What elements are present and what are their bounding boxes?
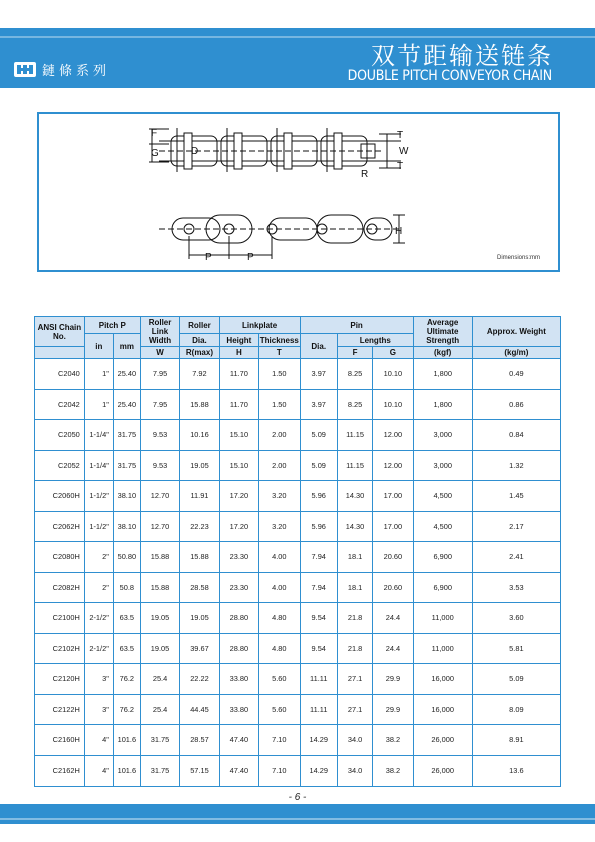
spec-table	[34, 316, 561, 787]
cell-weight: 8.09	[472, 694, 560, 725]
cell-strength: 16,000	[413, 664, 472, 695]
cell-pitch-in: 1"	[84, 389, 113, 420]
cell-link-width: 19.05	[140, 633, 179, 664]
cell-strength: 16,000	[413, 694, 472, 725]
cell-chain-no: C2162H	[35, 755, 85, 786]
cell-pin-length-f: 21.8	[337, 603, 372, 634]
cell-link-width: 7.95	[140, 359, 179, 390]
header-roller-link-width: Roller Link Width	[140, 317, 179, 347]
cell-pin-dia: 9.54	[300, 603, 337, 634]
cell-strength: 26,000	[413, 755, 472, 786]
label-t-bottom: T	[397, 161, 404, 172]
cell-chain-no: C2040	[35, 359, 85, 390]
cell-pitch-in: 2"	[84, 542, 113, 573]
cell-weight: 13.6	[472, 755, 560, 786]
cell-pin-dia: 3.97	[300, 389, 337, 420]
label-t-top: T	[397, 130, 404, 141]
cell-chain-no: C2102H	[35, 633, 85, 664]
cell-roller-dia: 57.15	[180, 755, 219, 786]
cell-pin-dia: 5.09	[300, 420, 337, 451]
cell-plate-height: 15.10	[219, 450, 258, 481]
label-p-second: P	[247, 252, 254, 263]
cell-roller-dia: 19.05	[180, 603, 219, 634]
label-h: H	[395, 226, 403, 237]
cell-weight: 1.45	[472, 481, 560, 512]
cell-chain-no: C2120H	[35, 664, 85, 695]
footer-band	[0, 804, 595, 824]
cell-weight: 8.91	[472, 725, 560, 756]
cell-plate-thickness: 2.00	[259, 420, 300, 451]
cell-link-width: 25.4	[140, 664, 179, 695]
cell-pin-dia: 7.94	[300, 542, 337, 573]
cell-pin-length-g: 29.9	[373, 694, 413, 725]
cell-pin-dia: 14.29	[300, 755, 337, 786]
table-row	[35, 603, 561, 634]
table-row	[35, 542, 561, 573]
cell-roller-dia: 11.91	[180, 481, 219, 512]
cell-weight: 3.53	[472, 572, 560, 603]
header-height: Height	[219, 334, 258, 347]
cell-pin-length-f: 34.0	[337, 725, 372, 756]
cell-pin-length-f: 18.1	[337, 542, 372, 573]
header-roller-link-width-sub: W	[140, 347, 179, 359]
cell-strength: 3,000	[413, 450, 472, 481]
cell-plate-thickness: 5.60	[259, 694, 300, 725]
cell-weight: 5.81	[472, 633, 560, 664]
cell-strength: 6,900	[413, 542, 472, 573]
header-thickness: Thickness	[259, 335, 299, 345]
cell-strength: 11,000	[413, 603, 472, 634]
cell-pin-length-g: 12.00	[373, 420, 413, 451]
cell-plate-thickness: 1.50	[259, 389, 300, 420]
table-row	[35, 572, 561, 603]
cell-plate-height: 23.30	[219, 572, 258, 603]
cell-plate-height: 47.40	[219, 725, 258, 756]
cell-plate-thickness: 5.60	[259, 664, 300, 695]
dimensions-note: Dimensions:mm	[496, 255, 540, 261]
cell-plate-height: 23.30	[219, 542, 258, 573]
cell-chain-no: C2050	[35, 420, 85, 451]
header-pin: Pin	[300, 317, 413, 334]
label-w: W	[399, 146, 409, 157]
header-strength-sub: (kgf)	[413, 347, 472, 359]
cell-weight: 3.60	[472, 603, 560, 634]
cell-weight: 0.49	[472, 359, 560, 390]
cell-pin-dia: 9.54	[300, 633, 337, 664]
series-label: 鏈條系列	[42, 64, 111, 79]
label-p-first: P	[205, 252, 212, 263]
cell-pitch-in: 3"	[84, 694, 113, 725]
cell-pitch-mm: 38.10	[113, 511, 140, 542]
cell-pin-length-g: 17.00	[373, 481, 413, 512]
cell-pitch-mm: 31.75	[113, 420, 140, 451]
cell-link-width: 31.75	[140, 755, 179, 786]
cell-plate-height: 33.80	[219, 694, 258, 725]
chain-drawing-panel	[37, 112, 560, 272]
cell-link-width: 12.70	[140, 481, 179, 512]
cell-pin-length-g: 10.10	[373, 389, 413, 420]
footer-accent-line	[0, 818, 595, 820]
cell-roller-dia: 22.22	[180, 664, 219, 695]
cell-pin-length-f: 14.30	[337, 481, 372, 512]
cell-weight: 1.32	[472, 450, 560, 481]
cell-pin-length-f: 14.30	[337, 511, 372, 542]
cell-plate-thickness: 4.00	[259, 542, 300, 573]
cell-pin-length-f: 8.25	[337, 389, 372, 420]
cell-plate-height: 11.70	[219, 389, 258, 420]
cell-pin-dia: 11.11	[300, 664, 337, 695]
cell-pitch-mm: 25.40	[113, 359, 140, 390]
cell-pin-length-f: 27.1	[337, 694, 372, 725]
cell-pitch-mm: 101.6	[113, 755, 140, 786]
cell-strength: 1,800	[413, 359, 472, 390]
cell-link-width: 15.88	[140, 572, 179, 603]
label-r: R	[361, 169, 369, 180]
cell-link-width: 31.75	[140, 725, 179, 756]
cell-roller-dia: 28.57	[180, 725, 219, 756]
cell-plate-height: 28.80	[219, 603, 258, 634]
cell-chain-no: C2160H	[35, 725, 85, 756]
cell-plate-height: 28.80	[219, 633, 258, 664]
cell-pitch-in: 1-1/4"	[84, 420, 113, 451]
cell-pitch-mm: 25.40	[113, 389, 140, 420]
cell-plate-height: 47.40	[219, 755, 258, 786]
cell-pitch-in: 4"	[84, 725, 113, 756]
header-linkplate: Linkplate	[219, 317, 300, 334]
spec-table-body	[35, 359, 561, 787]
cell-strength: 4,500	[413, 511, 472, 542]
cell-roller-dia: 19.05	[180, 450, 219, 481]
cell-pin-length-g: 24.4	[373, 603, 413, 634]
cell-weight: 5.09	[472, 664, 560, 695]
cell-pitch-in: 1"	[84, 359, 113, 390]
brand-logo-icon	[14, 62, 36, 77]
cell-roller-dia: 10.16	[180, 420, 219, 451]
table-row	[35, 359, 561, 390]
header-weight: Approx. Weight	[472, 317, 560, 347]
header-weight-sub: (kg/m)	[472, 347, 560, 359]
cell-pin-length-f: 27.1	[337, 664, 372, 695]
page-title-cn: 双节距输送链条	[371, 42, 553, 70]
cell-pitch-mm: 76.2	[113, 664, 140, 695]
cell-roller-dia: 22.23	[180, 511, 219, 542]
cell-pitch-mm: 50.8	[113, 572, 140, 603]
cell-strength: 4,500	[413, 481, 472, 512]
table-row	[35, 450, 561, 481]
header-roller-dia: Dia.	[180, 334, 219, 347]
cell-strength: 1,800	[413, 389, 472, 420]
table-row	[35, 633, 561, 664]
cell-link-width: 19.05	[140, 603, 179, 634]
header-len-f: F	[337, 347, 372, 359]
header-roller-dia-sub: R(max)	[180, 347, 219, 359]
cell-pin-length-g: 20.60	[373, 542, 413, 573]
cell-pin-length-g: 29.9	[373, 664, 413, 695]
cell-pitch-in: 1-1/4"	[84, 450, 113, 481]
page-title-en: DOUBLE PITCH CONVEYOR CHAIN	[347, 68, 552, 84]
table-row	[35, 389, 561, 420]
label-f: F	[151, 128, 158, 139]
cell-chain-no: C2122H	[35, 694, 85, 725]
cell-weight: 2.41	[472, 542, 560, 573]
cell-chain-no: C2060H	[35, 481, 85, 512]
cell-plate-thickness: 4.00	[259, 572, 300, 603]
header-lengths: Lengths	[337, 334, 413, 347]
cell-roller-dia: 39.67	[180, 633, 219, 664]
table-row	[35, 511, 561, 542]
cell-pitch-in: 2-1/2"	[84, 633, 113, 664]
cell-chain-no: C2052	[35, 450, 85, 481]
table-row	[35, 694, 561, 725]
header-thickness-sub: T	[259, 347, 300, 359]
cell-roller-dia: 15.88	[180, 542, 219, 573]
cell-pin-dia: 7.94	[300, 572, 337, 603]
header-pitch-mm: mm	[113, 334, 140, 359]
header-len-g: G	[373, 347, 413, 359]
cell-roller-dia: 44.45	[180, 694, 219, 725]
cell-strength: 6,900	[413, 572, 472, 603]
header-ansi: ANSI Chain No.	[35, 317, 85, 347]
cell-pin-dia: 5.96	[300, 511, 337, 542]
cell-plate-thickness: 4.80	[259, 603, 300, 634]
cell-pin-dia: 3.97	[300, 359, 337, 390]
cell-pin-length-f: 34.0	[337, 755, 372, 786]
cell-pin-length-f: 11.15	[337, 450, 372, 481]
brand	[14, 60, 110, 79]
header-pin-dia: Dia.	[300, 334, 337, 359]
spec-table-container	[34, 316, 561, 787]
cell-chain-no: C2080H	[35, 542, 85, 573]
cell-pitch-in: 2"	[84, 572, 113, 603]
cell-pin-dia: 11.11	[300, 694, 337, 725]
cell-pin-dia: 14.29	[300, 725, 337, 756]
cell-weight: 0.86	[472, 389, 560, 420]
cell-plate-thickness: 3.20	[259, 481, 300, 512]
cell-pitch-mm: 76.2	[113, 694, 140, 725]
table-row	[35, 725, 561, 756]
cell-pitch-mm: 101.6	[113, 725, 140, 756]
cell-roller-dia: 28.58	[180, 572, 219, 603]
cell-plate-thickness: 2.00	[259, 450, 300, 481]
cell-strength: 3,000	[413, 420, 472, 451]
header-strength: Average Ultimate Strength	[413, 317, 472, 347]
cell-plate-height: 11.70	[219, 359, 258, 390]
cell-pin-dia: 5.09	[300, 450, 337, 481]
cell-chain-no: C2062H	[35, 511, 85, 542]
header-ansi-spacer	[35, 347, 85, 359]
cell-weight: 2.17	[472, 511, 560, 542]
cell-roller-dia: 7.92	[180, 359, 219, 390]
cell-plate-thickness: 4.80	[259, 633, 300, 664]
cell-pin-length-g: 10.10	[373, 359, 413, 390]
cell-pitch-in: 1-1/2"	[84, 481, 113, 512]
cell-pin-dia: 5.96	[300, 481, 337, 512]
cell-pitch-in: 3"	[84, 664, 113, 695]
cell-chain-no: C2082H	[35, 572, 85, 603]
cell-link-width: 12.70	[140, 511, 179, 542]
cell-plate-height: 17.20	[219, 511, 258, 542]
cell-pitch-mm: 31.75	[113, 450, 140, 481]
label-d: D	[191, 146, 199, 157]
header-pitch-in: in	[84, 334, 113, 359]
cell-link-width: 15.88	[140, 542, 179, 573]
table-row	[35, 664, 561, 695]
cell-plate-thickness: 3.20	[259, 511, 300, 542]
cell-pin-length-g: 17.00	[373, 511, 413, 542]
cell-weight: 0.84	[472, 420, 560, 451]
cell-link-width: 25.4	[140, 694, 179, 725]
cell-pitch-mm: 50.80	[113, 542, 140, 573]
chain-diagram	[39, 114, 562, 274]
cell-plate-thickness: 7.10	[259, 755, 300, 786]
cell-strength: 26,000	[413, 725, 472, 756]
cell-pitch-in: 1-1/2"	[84, 511, 113, 542]
cell-pitch-mm: 38.10	[113, 481, 140, 512]
label-g: G	[151, 148, 159, 159]
cell-pin-length-f: 18.1	[337, 572, 372, 603]
cell-pin-length-f: 21.8	[337, 633, 372, 664]
cell-plate-thickness: 7.10	[259, 725, 300, 756]
cell-pin-length-f: 11.15	[337, 420, 372, 451]
cell-strength: 11,000	[413, 633, 472, 664]
cell-pitch-mm: 63.5	[113, 603, 140, 634]
cell-plate-thickness: 1.50	[259, 359, 300, 390]
cell-link-width: 9.53	[140, 420, 179, 451]
table-row	[35, 420, 561, 451]
cell-roller-dia: 15.88	[180, 389, 219, 420]
cell-link-width: 7.95	[140, 389, 179, 420]
table-row	[35, 481, 561, 512]
page-number: - 6 -	[288, 792, 307, 803]
cell-pitch-in: 4"	[84, 755, 113, 786]
header-band	[0, 28, 595, 88]
header-pitch: Pitch P	[84, 317, 140, 334]
cell-plate-height: 33.80	[219, 664, 258, 695]
header-height-sub: H	[219, 347, 258, 359]
table-row	[35, 755, 561, 786]
cell-pin-length-g: 38.2	[373, 755, 413, 786]
cell-pin-length-g: 12.00	[373, 450, 413, 481]
header-roller: Roller	[180, 317, 219, 334]
cell-pitch-mm: 63.5	[113, 633, 140, 664]
cell-chain-no: C2042	[35, 389, 85, 420]
cell-pin-length-g: 38.2	[373, 725, 413, 756]
cell-pitch-in: 2-1/2"	[84, 603, 113, 634]
cell-pin-length-g: 20.60	[373, 572, 413, 603]
cell-link-width: 9.53	[140, 450, 179, 481]
cell-chain-no: C2100H	[35, 603, 85, 634]
cell-pin-length-f: 8.25	[337, 359, 372, 390]
cell-plate-height: 17.20	[219, 481, 258, 512]
cell-plate-height: 15.10	[219, 420, 258, 451]
cell-pin-length-g: 24.4	[373, 633, 413, 664]
